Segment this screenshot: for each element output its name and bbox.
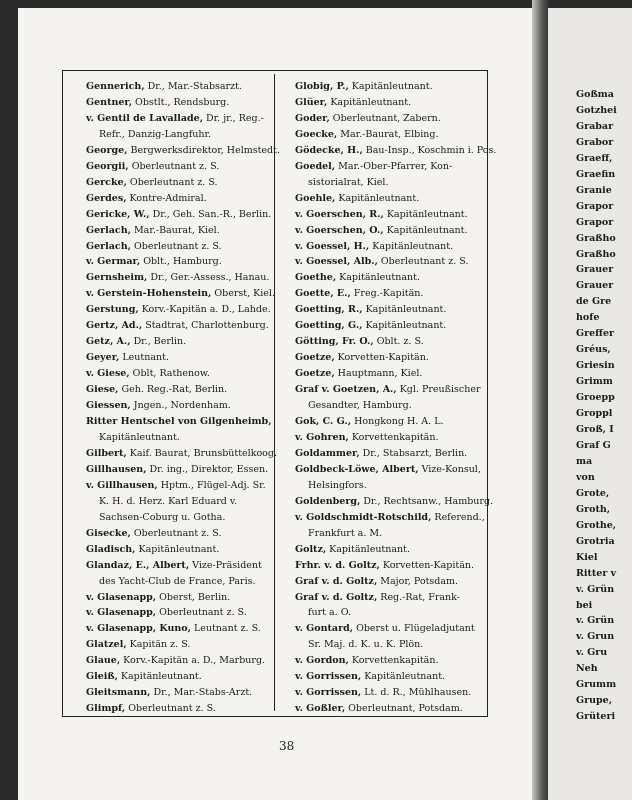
left-column [86, 79, 280, 717]
entry-details: K. H. d. Herz. Karl Eduard v. [99, 495, 238, 507]
entry-details: Oberleutnant z. S. [128, 160, 220, 172]
entry-name: Glandaz, E., Albert, [86, 559, 190, 571]
entry-name: Goehle, [295, 192, 336, 204]
directory-entry [86, 159, 272, 175]
next-page-fragment: Graefin [576, 168, 616, 180]
entry-details: Kgl. Preußischer [396, 384, 481, 396]
entry-details: Hauptmann, Kiel. [334, 368, 423, 380]
entry-name: Giese, [86, 384, 119, 396]
directory-entry [295, 223, 479, 239]
entry-name: Gillhausen, [86, 463, 147, 475]
entry-name: v. Gorrissen, [295, 671, 362, 683]
entry-name: Giessen, [86, 400, 131, 412]
next-page-fragment: Grabor [576, 136, 614, 148]
entry-details: Kapitänleutnant. [327, 96, 412, 108]
directory-entry [86, 637, 272, 653]
next-page-fragment: v. Grün [576, 583, 615, 595]
entry-name: v. Gillhausen, [86, 479, 158, 491]
next-page-fragment: v. Grün [576, 615, 615, 627]
next-page-fragment: Neh [576, 663, 598, 675]
directory-entry [86, 95, 272, 111]
entry-details: Reg.-Rat, Frank- [377, 591, 460, 603]
entry-name: Gennerich, [86, 81, 145, 92]
entry-details: Major, Potsdam. [377, 575, 459, 587]
entry-name: Graf v. d. Goltz, [295, 591, 378, 603]
directory-entry [295, 95, 479, 111]
directory-entry [295, 382, 479, 398]
entry-details: Oberst u. Flügeladjutant [353, 623, 475, 635]
entry-name: v. Goldschmidt-Rotschild, [295, 511, 432, 523]
next-page-fragment: Grotria [576, 535, 615, 547]
entry-name: Getz, A., [86, 336, 131, 348]
entry-details: Oberleutnant z. S. [156, 607, 247, 619]
entry-details: Oblt., Hamburg. [140, 256, 222, 268]
entry-name: Goetze, [295, 352, 335, 364]
entry-details: Leutnant z. S. [190, 623, 261, 635]
entry-details: Mar.-Ober-Pfarrer, Kon- [335, 160, 453, 172]
directory-entry [295, 685, 479, 701]
entry-continuation [86, 574, 272, 590]
entry-name: Goldenberg, [295, 495, 361, 507]
entry-details: Kontre-Admiral. [126, 192, 207, 204]
directory-entry [295, 590, 479, 606]
directory-entry [86, 350, 272, 366]
entry-details: Dr. jr., Reg.- [203, 112, 264, 124]
entry-continuation [295, 605, 479, 621]
entry-details: Kapitänleutnant. [135, 543, 220, 555]
entry-details: furt a. O. [308, 607, 351, 619]
entry-name: Goedel, [295, 160, 336, 172]
next-page-fragment: Grote, [576, 487, 610, 499]
entry-details: Hongkong H. A. L. [351, 416, 444, 428]
directory-entry [295, 653, 479, 669]
entry-details: Korv.-Kapitän a. D., Lahde. [138, 304, 271, 316]
directory-entry [295, 318, 479, 334]
next-page-fragment: Grapor [576, 200, 614, 212]
entry-details: Obstlt., Rendsburg. [132, 96, 230, 108]
entry-name: Gercke, [86, 176, 127, 188]
entry-name: v. Goerschen, R., [295, 208, 384, 220]
directory-entry [295, 143, 497, 159]
column-divider [274, 74, 275, 711]
directory-entry [86, 685, 272, 701]
entry-name: Georgii, [86, 160, 129, 172]
directory-entry [86, 239, 272, 255]
entry-name: Gödecke, H., [295, 144, 363, 156]
entry-details: sistorialrat, Kiel. [308, 176, 389, 188]
directory-entry [295, 302, 479, 318]
entry-details: Oberst, Berlin. [156, 591, 231, 603]
entry-details: Leutnant. [119, 352, 169, 364]
directory-entry [86, 605, 272, 621]
next-page-fragment: Graßho [576, 248, 616, 260]
entry-details: Freg.-Kapitän. [350, 288, 424, 300]
entry-details: Gesandter, Hamburg. [308, 400, 412, 412]
entry-name: Goecke, [295, 128, 338, 140]
entry-details: Kapitän z. S. [126, 639, 191, 651]
directory-entry [86, 669, 272, 685]
entry-details: Kapitänleutnant. [361, 671, 446, 683]
directory-entry [295, 159, 479, 175]
next-page-fragment: Graeff, [576, 152, 613, 164]
entry-details: Oberleutnant z. S. [377, 256, 469, 268]
entry-details: Dr., Ger.-Assess., Hanau. [147, 272, 270, 284]
entry-details: Kapitänleutnant. [383, 224, 468, 236]
next-page-fragment: Granie [576, 184, 612, 196]
directory-entry [86, 334, 272, 350]
entry-name: Glatzel, [86, 639, 127, 651]
entry-name: Gleiß, [86, 671, 118, 683]
directory-entry [295, 574, 479, 590]
entry-name: Graf v. d. Goltz, [295, 575, 378, 587]
entry-continuation [295, 175, 479, 191]
directory-entry [86, 653, 272, 669]
entry-details: Oberleutnant z. S. [130, 527, 222, 539]
next-page-fragment: Groß, I [576, 424, 614, 436]
entry-name: v. Gontard, [295, 623, 354, 635]
entry-name: Globig, P., [295, 81, 349, 92]
entry-name: Glimpf, [86, 703, 126, 715]
right-page-fragment [548, 8, 632, 800]
entry-name: v. Giese, [86, 368, 130, 380]
entry-details: Oberst, Kiel. [211, 288, 275, 300]
entry-details: des Yacht-Club de France, Paris. [99, 575, 256, 587]
next-page-fragment: Grothe, [576, 519, 617, 531]
directory-entry [295, 510, 485, 526]
entry-details: Bergwerksdirektor, Helmstedt. [127, 144, 280, 156]
directory-entry [86, 590, 272, 606]
entry-name: v. Glasenapp, [86, 607, 157, 619]
entry-details: Referend., [431, 511, 485, 523]
directory-entry [86, 254, 272, 270]
entry-continuation [86, 510, 272, 526]
next-page-fragment: bei [576, 599, 593, 611]
directory-entry [86, 191, 272, 207]
entry-details: Oberleutnant, Zabern. [329, 112, 441, 124]
entry-name: Glaue, [86, 655, 121, 667]
next-page-fragment: Gréus, [576, 344, 611, 356]
entry-name: Goetze, [295, 368, 335, 380]
directory-entry [86, 366, 272, 382]
next-page-fragment: Grüteri [576, 711, 616, 723]
entry-details: Kapitänleutnant. [348, 81, 433, 92]
entry-details: Kapitänleutnant. [383, 208, 468, 220]
entry-details: Mar.-Baurat, Elbing. [337, 128, 439, 140]
entry-details: Sr. Maj. d. K. u. K. Plön. [308, 639, 424, 651]
entry-name: Gerdes, [86, 192, 127, 204]
directory-entry [295, 286, 479, 302]
directory-entry [295, 334, 479, 350]
next-page-fragment: Grapor [576, 216, 614, 228]
entry-name: Geyer, [86, 352, 120, 364]
entry-details: Stadtrat, Charlottenburg. [142, 320, 269, 332]
entry-name: Goethe, [295, 272, 337, 284]
entry-name: Glüer, [295, 96, 328, 108]
entry-details: Kapitänleutnant. [99, 431, 180, 443]
directory-entry [86, 446, 278, 462]
entry-details: Dr. ing., Direktor, Essen. [146, 463, 269, 475]
right-column [295, 79, 497, 717]
entry-name: Gertz, Ad., [86, 320, 143, 332]
entry-details: Hptm., Flügel-Adj. Sr. [157, 479, 266, 491]
directory-entry [295, 350, 479, 366]
next-page-column [576, 87, 632, 725]
entry-details: Korvettenkapitän. [348, 431, 439, 443]
entry-name: Gilbert, [86, 447, 127, 459]
entry-details: Dr., Mar.-Stabsarzt. [144, 81, 242, 92]
next-page-fragment: Kiel [576, 551, 598, 563]
entry-name: Frhr. v. d. Goltz, [295, 559, 380, 571]
entry-continuation [86, 494, 272, 510]
directory-entry [86, 526, 272, 542]
directory-entry [295, 558, 479, 574]
next-page-fragment: Griesin [576, 360, 615, 372]
directory-entry [295, 542, 479, 558]
next-page-fragment: Grauer [576, 280, 614, 292]
entry-details: Jngen., Nordenham. [130, 400, 231, 412]
entry-details: Geh. Reg.-Rat, Berlin. [118, 384, 228, 396]
entry-name: Graf v. Goetzen, A., [295, 384, 397, 396]
entry-name: Gok, C. G., [295, 416, 352, 428]
entry-name: Goltz, [295, 543, 327, 555]
entry-name: Gerlach, [86, 224, 131, 236]
entry-name: Gerlach, [86, 240, 131, 252]
directory-entry [295, 669, 479, 685]
entry-details: Mar.-Baurat, Kiel. [130, 224, 220, 236]
directory-entry [295, 191, 479, 207]
directory-entry [295, 111, 479, 127]
entry-details: Refr., Danzig-Langfuhr. [99, 128, 212, 140]
entry-details: Dr., Rechtsanw., Hamburg. [360, 495, 494, 507]
entry-details: Korvetten-Kapitän. [379, 559, 475, 571]
next-page-fragment: Grumm [576, 679, 617, 691]
entry-name: v. Gohren, [295, 431, 349, 443]
entry-continuation [295, 398, 479, 414]
entry-details: Oberleutnant z. S. [130, 240, 222, 252]
directory-entry [295, 462, 479, 478]
next-page-fragment: Grupe, [576, 695, 613, 707]
entry-name: v. Goessel, Alb., [295, 256, 378, 268]
entry-details: Kapitänleutnant. [336, 272, 420, 284]
next-page-fragment: Groepp [576, 392, 615, 404]
next-page-fragment: von [576, 471, 595, 483]
next-page-fragment: ma [576, 455, 593, 467]
directory-entry [295, 701, 479, 717]
entry-name: v. Glasenapp, [86, 591, 157, 603]
next-page-fragment: Goßma [576, 89, 614, 100]
entry-details: Korv.-Kapitän a. D., Marburg. [120, 655, 266, 667]
next-page-fragment: Greffer [576, 328, 615, 340]
entry-name: v. Goßler, [295, 703, 346, 715]
entry-name: Goder, [295, 112, 330, 124]
entry-name: Gladisch, [86, 543, 136, 555]
directory-entry [295, 366, 479, 382]
next-page-fragment: de Gre [576, 296, 612, 308]
directory-entry [86, 223, 272, 239]
directory-entry [86, 478, 272, 494]
next-page-fragment: Ritter v [576, 567, 617, 579]
directory-entry [86, 558, 272, 574]
directory-entry [295, 414, 479, 430]
entry-name: Gernsheim, [86, 272, 148, 284]
entry-details: Kapitänleutnant. [369, 240, 454, 252]
directory-entry [295, 127, 479, 143]
directory-entry [86, 701, 272, 717]
entry-details: Helsingfors. [308, 479, 367, 491]
entry-details: Dr., Mar.-Stabs-Arzt. [150, 687, 253, 699]
directory-entry [295, 494, 494, 510]
entry-continuation [295, 526, 479, 542]
next-page-fragment: Groppl [576, 408, 613, 420]
entry-details: Vize-Konsul, [418, 463, 481, 475]
entry-details: Dr., Berlin. [130, 336, 187, 348]
entry-details: Frankfurt a. M. [308, 527, 383, 539]
entry-name: Gleitsmann, [86, 687, 151, 699]
entry-details: Dr., Stabsarzt, Berlin. [359, 447, 468, 459]
entry-details: Korvettenkapitän. [348, 655, 439, 667]
entry-name: Goldbeck-Löwe, Albert, [295, 463, 419, 475]
directory-entry [295, 270, 479, 286]
directory-entry [86, 414, 272, 430]
entry-name: Gericke, W., [86, 208, 150, 220]
directory-entry [295, 207, 479, 223]
entry-details: Oberleutnant, Potsdam. [345, 703, 463, 715]
entry-details: Lt. d. R., Mühlhausen. [361, 687, 472, 699]
directory-entry [86, 286, 275, 302]
entry-name: Goetting, G., [295, 320, 363, 332]
directory-entry [86, 143, 280, 159]
next-page-fragment: Grauer [576, 264, 614, 276]
directory-entry [86, 79, 272, 95]
next-page-fragment: Groth, [576, 503, 611, 515]
entry-name: Gisecke, [86, 527, 131, 539]
entry-name: Goette, E., [295, 288, 351, 300]
directory-entry [86, 302, 272, 318]
next-page-fragment: Graßho [576, 232, 616, 244]
next-page-fragment: v. Grun [576, 631, 615, 643]
entry-details: Kapitänleutnant. [326, 543, 410, 555]
entry-details: Korvetten-Kapitän. [334, 352, 429, 364]
entry-details: Sachsen-Coburg u. Gotha. [99, 511, 226, 523]
entry-name: Gerstung, [86, 304, 139, 316]
entry-details: Oberleutnant z. S. [125, 703, 216, 715]
entry-details: Vize-Präsident [189, 559, 262, 571]
entry-details: Oblt, Rathenow. [129, 368, 210, 380]
entry-continuation [295, 637, 479, 653]
next-page-fragment: Graf G [576, 439, 611, 451]
entry-name: Goetting, R., [295, 304, 363, 316]
entry-name: Gentner, [86, 96, 133, 108]
directory-entry [86, 207, 272, 223]
page-number: 38 [279, 739, 295, 753]
directory-entry [295, 621, 479, 637]
entry-name: v. Gorrissen, [295, 687, 362, 699]
entry-details: Kapitänleutnant. [362, 320, 447, 332]
entry-name: v. Glasenapp, Kuno, [86, 623, 191, 635]
entry-name: v. Gerstein-Hohenstein, [86, 288, 212, 300]
next-page-fragment: v. Gru [576, 647, 608, 659]
next-page-fragment: Grabar [576, 120, 614, 132]
entry-details: Kapitänleutnant. [335, 192, 420, 204]
entry-name: v. Goessel, H., [295, 240, 370, 252]
entry-name: Götting, Fr. O., [295, 336, 374, 348]
entry-details: Oberleutnant z. S. [126, 176, 218, 188]
entry-details: Kaif. Baurat, Brunsbüttelkoog. [126, 447, 278, 459]
directory-entry [86, 318, 272, 334]
directory-entry [86, 175, 272, 191]
entry-name: v. Goerschen, O., [295, 224, 384, 236]
entry-name: v. Germar, [86, 256, 141, 268]
directory-entry [86, 621, 272, 637]
directory-entry [86, 270, 272, 286]
directory-entry [295, 79, 479, 95]
directory-entry [86, 542, 272, 558]
entry-name: Ritter Hentschel von Gilgenheimb, [86, 416, 272, 428]
entry-name: v. Gentil de Lavallade, [86, 112, 204, 124]
directory-entry [86, 111, 272, 127]
entry-name: George, [86, 144, 128, 156]
entry-details: Bau-Insp., Koschmin i. Pos. [362, 144, 497, 156]
entry-details: Kapitänleutnant. [362, 304, 447, 316]
entry-name: v. Gordon, [295, 655, 349, 667]
entry-details: Kapitänleutnant. [117, 671, 202, 683]
next-page-fragment: Gotzhei [576, 104, 617, 116]
directory-entry [295, 446, 479, 462]
entry-continuation [295, 478, 479, 494]
directory-entry [295, 239, 479, 255]
entry-continuation [86, 430, 272, 446]
entry-details: Oblt. z. S. [373, 336, 424, 348]
directory-entry [86, 398, 272, 414]
directory-entry [86, 462, 272, 478]
entry-name: Goldammer, [295, 447, 360, 459]
entry-details: Dr., Geh. San.-R., Berlin. [149, 208, 272, 220]
next-page-fragment: hofe [576, 312, 600, 324]
next-page-fragment: Grimm [576, 376, 613, 388]
directory-entry [295, 254, 479, 270]
directory-entry [86, 382, 272, 398]
directory-entry [295, 430, 479, 446]
entry-continuation [86, 127, 272, 143]
